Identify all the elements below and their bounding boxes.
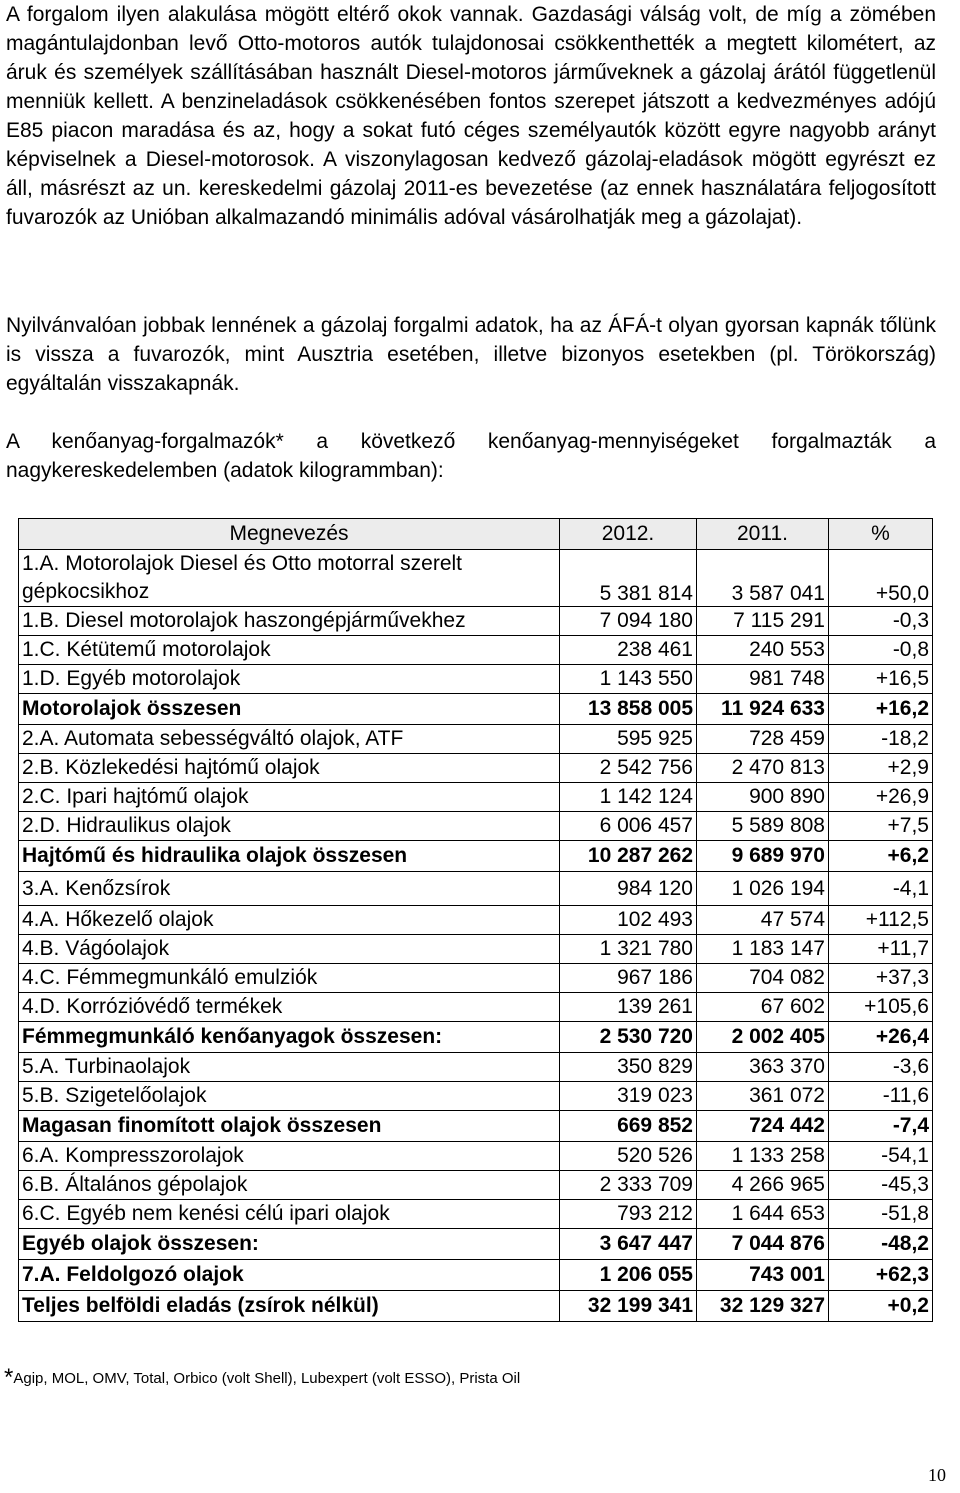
table-row [19,1200,933,1229]
row-name: 2.A. Automata sebességváltó olajok, ATF [19,725,560,754]
footnote-star: * [4,1364,14,1391]
row-percent: +50,0 [829,550,933,607]
table-row [19,754,933,783]
row-percent: +112,5 [829,906,933,935]
row-percent: -0,8 [829,636,933,665]
row-value-2011: 1 644 653 [697,1200,829,1229]
row-percent: +26,4 [829,1022,933,1053]
row-percent: +11,7 [829,935,933,964]
row-name: 2.B. Közlekedési hajtómű olajok [19,754,560,783]
row-value-2012: 6 006 457 [560,812,697,841]
table-row [19,1229,933,1260]
row-value-2012: 967 186 [560,964,697,993]
table-row [19,1291,933,1322]
row-value-2011: 5 589 808 [697,812,829,841]
row-value-2011: 1 026 194 [697,872,829,906]
table-row [19,665,933,694]
row-value-2011: 361 072 [697,1082,829,1111]
row-name: Hajtómű és hidraulika olajok összesen [19,841,560,872]
row-name: 2.C. Ipari hajtómű olajok [19,783,560,812]
paragraph-lubricant-intro: A kenőanyag-forgalmazók* a következő kenőanyag-mennyiségeket forgalmazták a nagykereskedelemben (adatok kilogrammban): [6,430,936,482]
table-header-row [19,519,933,550]
row-name: 7.A. Feldolgozó olajok [19,1260,560,1291]
lubricant-sales-table [18,518,933,1322]
row-value-2012: 102 493 [560,906,697,935]
paragraph-vat-refund: Nyilvánvalóan jobbak lennének a gázolaj forgalmi adatok, ha az ÁFÁ-t olyan gyorsan kapnák tőlünk is vissza a fuvarozók, mint Ausztria esetében, illetve bizonyos esetekben (pl. Törökország) egyáltalán visszakapnák. [6,314,936,395]
row-name: 1.C. Kétütemű motorolajok [19,636,560,665]
paragraph-traffic-reasons: A forgalom ilyen alakulása mögött eltérő okok vannak. Gazdasági válság volt, de míg a zömében magántulajdonban levő Otto-motoros autók tulajdonosai csökkenthették a megtett kilométert, az áruk és személyek szállításában használt Diesel-motoros járműveknek a gázolaj árától függetlenül menniük kellett. A benzineladások csökkenésében fontos szerepet játszott a kedvezményes adójú E85 piacon maradása és az, hogy a sokat futó céges személyautók között egyre nagyobb arányt képviselnek a Diesel-motorosok. A viszonylagosan kedvező gázolaj-eladások mögött egyrészt ez áll, másrészt az un. kereskedelmi gázolaj 2011-es bevezetése (az ennek használatára feljogosított fuvarozók az Unióban alkalmazandó minimális adóval vásárolhatják meg a gázolajat). [6,3,936,229]
row-percent: -4,1 [829,872,933,906]
row-percent: +62,3 [829,1260,933,1291]
row-value-2011: 1 183 147 [697,935,829,964]
row-percent: +105,6 [829,993,933,1022]
page-number: 10 [928,1465,946,1485]
row-percent: +26,9 [829,783,933,812]
table-row [19,1111,933,1142]
row-value-2011: 704 082 [697,964,829,993]
row-name: Fémmegmunkáló kenőanyagok összesen: [19,1022,560,1053]
footnote-text: Agip, MOL, OMV, Total, Orbico (volt Shell), Lubexpert (volt ESSO), Prista Oil [13,1370,521,1387]
row-name: 3.A. Kenőzsírok [19,872,560,906]
row-name: 6.C. Egyéb nem kenési célú ipari olajok [19,1200,560,1229]
row-percent: +2,9 [829,754,933,783]
row-percent: +16,5 [829,665,933,694]
row-value-2011: 67 602 [697,993,829,1022]
row-name: Teljes belföldi eladás (zsírok nélkül) [19,1291,560,1322]
table-row [19,906,933,935]
table-row [19,1171,933,1200]
row-name: Egyéb olajok összesen: [19,1229,560,1260]
row-value-2011: 7 044 876 [697,1229,829,1260]
row-percent: -3,6 [829,1053,933,1082]
footnote [4,1364,520,1392]
row-percent: -11,6 [829,1082,933,1111]
row-value-2011: 11 924 633 [697,694,829,725]
row-percent: +7,5 [829,812,933,841]
row-percent: -18,2 [829,725,933,754]
row-value-2011: 743 001 [697,1260,829,1291]
row-name: 4.D. Korrózióvédő termékek [19,993,560,1022]
row-value-2012: 319 023 [560,1082,697,1111]
header-percent: % [829,519,933,550]
row-percent: -0,3 [829,607,933,636]
header-2011: 2011. [697,519,829,550]
row-name: 2.D. Hidraulikus olajok [19,812,560,841]
row-name: Motorolajok összesen [19,694,560,725]
row-value-2012: 669 852 [560,1111,697,1142]
table-row [19,812,933,841]
row-value-2011: 363 370 [697,1053,829,1082]
row-value-2012: 520 526 [560,1142,697,1171]
row-value-2011: 4 266 965 [697,1171,829,1200]
row-name: 4.A. Hőkezelő olajok [19,906,560,935]
row-value-2012: 793 212 [560,1200,697,1229]
header-2012: 2012. [560,519,697,550]
row-value-2011: 1 133 258 [697,1142,829,1171]
row-name: 4.C. Fémmegmunkáló emulziók [19,964,560,993]
row-value-2011: 2 002 405 [697,1022,829,1053]
row-name: 6.B. Általános gépolajok [19,1171,560,1200]
table-row [19,1260,933,1291]
table-row [19,725,933,754]
row-name: 5.A. Turbinaolajok [19,1053,560,1082]
row-value-2011: 2 470 813 [697,754,829,783]
row-value-2011: 3 587 041 [697,550,829,607]
row-percent: -54,1 [829,1142,933,1171]
table-row [19,1053,933,1082]
table-row [19,636,933,665]
row-value-2011: 7 115 291 [697,607,829,636]
row-value-2012: 1 143 550 [560,665,697,694]
row-value-2012: 1 142 124 [560,783,697,812]
row-value-2012: 350 829 [560,1053,697,1082]
row-value-2012: 139 261 [560,993,697,1022]
row-value-2012: 2 542 756 [560,754,697,783]
table-row [19,993,933,1022]
row-percent: -51,8 [829,1200,933,1229]
row-value-2011: 724 442 [697,1111,829,1142]
row-percent: +0,2 [829,1291,933,1322]
row-name: 1.B. Diesel motorolajok haszongépjárművekhez [19,607,560,636]
table-row [19,935,933,964]
row-value-2012: 32 199 341 [560,1291,697,1322]
row-value-2011: 981 748 [697,665,829,694]
table-row [19,964,933,993]
row-value-2012: 2 333 709 [560,1171,697,1200]
row-value-2012: 1 206 055 [560,1260,697,1291]
row-value-2011: 47 574 [697,906,829,935]
row-name: 6.A. Kompresszorolajok [19,1142,560,1171]
row-percent: -48,2 [829,1229,933,1260]
row-value-2011: 9 689 970 [697,841,829,872]
row-value-2012: 984 120 [560,872,697,906]
table-row [19,872,933,906]
row-value-2012: 2 530 720 [560,1022,697,1053]
row-value-2012: 7 094 180 [560,607,697,636]
header-name: Megnevezés [19,519,560,550]
row-percent: -7,4 [829,1111,933,1142]
row-value-2012: 238 461 [560,636,697,665]
row-value-2012: 3 647 447 [560,1229,697,1260]
row-value-2012: 1 321 780 [560,935,697,964]
table-body [19,550,933,1322]
row-percent: -45,3 [829,1171,933,1200]
row-value-2012: 5 381 814 [560,550,697,607]
table-row [19,694,933,725]
row-value-2011: 900 890 [697,783,829,812]
row-value-2012: 595 925 [560,725,697,754]
row-name: Magasan finomított olajok összesen [19,1111,560,1142]
row-percent: +6,2 [829,841,933,872]
table-row [19,607,933,636]
table-row [19,550,933,607]
row-value-2012: 10 287 262 [560,841,697,872]
row-percent: +16,2 [829,694,933,725]
row-value-2011: 240 553 [697,636,829,665]
table-row [19,1142,933,1171]
row-name: 1.A. Motorolajok Diesel és Otto motorral szerelt gépkocsikhoz [19,550,560,607]
row-name: 4.B. Vágóolajok [19,935,560,964]
row-percent: +37,3 [829,964,933,993]
row-value-2011: 728 459 [697,725,829,754]
table-row [19,1022,933,1053]
row-value-2012: 13 858 005 [560,694,697,725]
table-row [19,841,933,872]
row-name: 1.D. Egyéb motorolajok [19,665,560,694]
table-row [19,783,933,812]
table-row [19,1082,933,1111]
row-value-2011: 32 129 327 [697,1291,829,1322]
row-name: 5.B. Szigetelőolajok [19,1082,560,1111]
